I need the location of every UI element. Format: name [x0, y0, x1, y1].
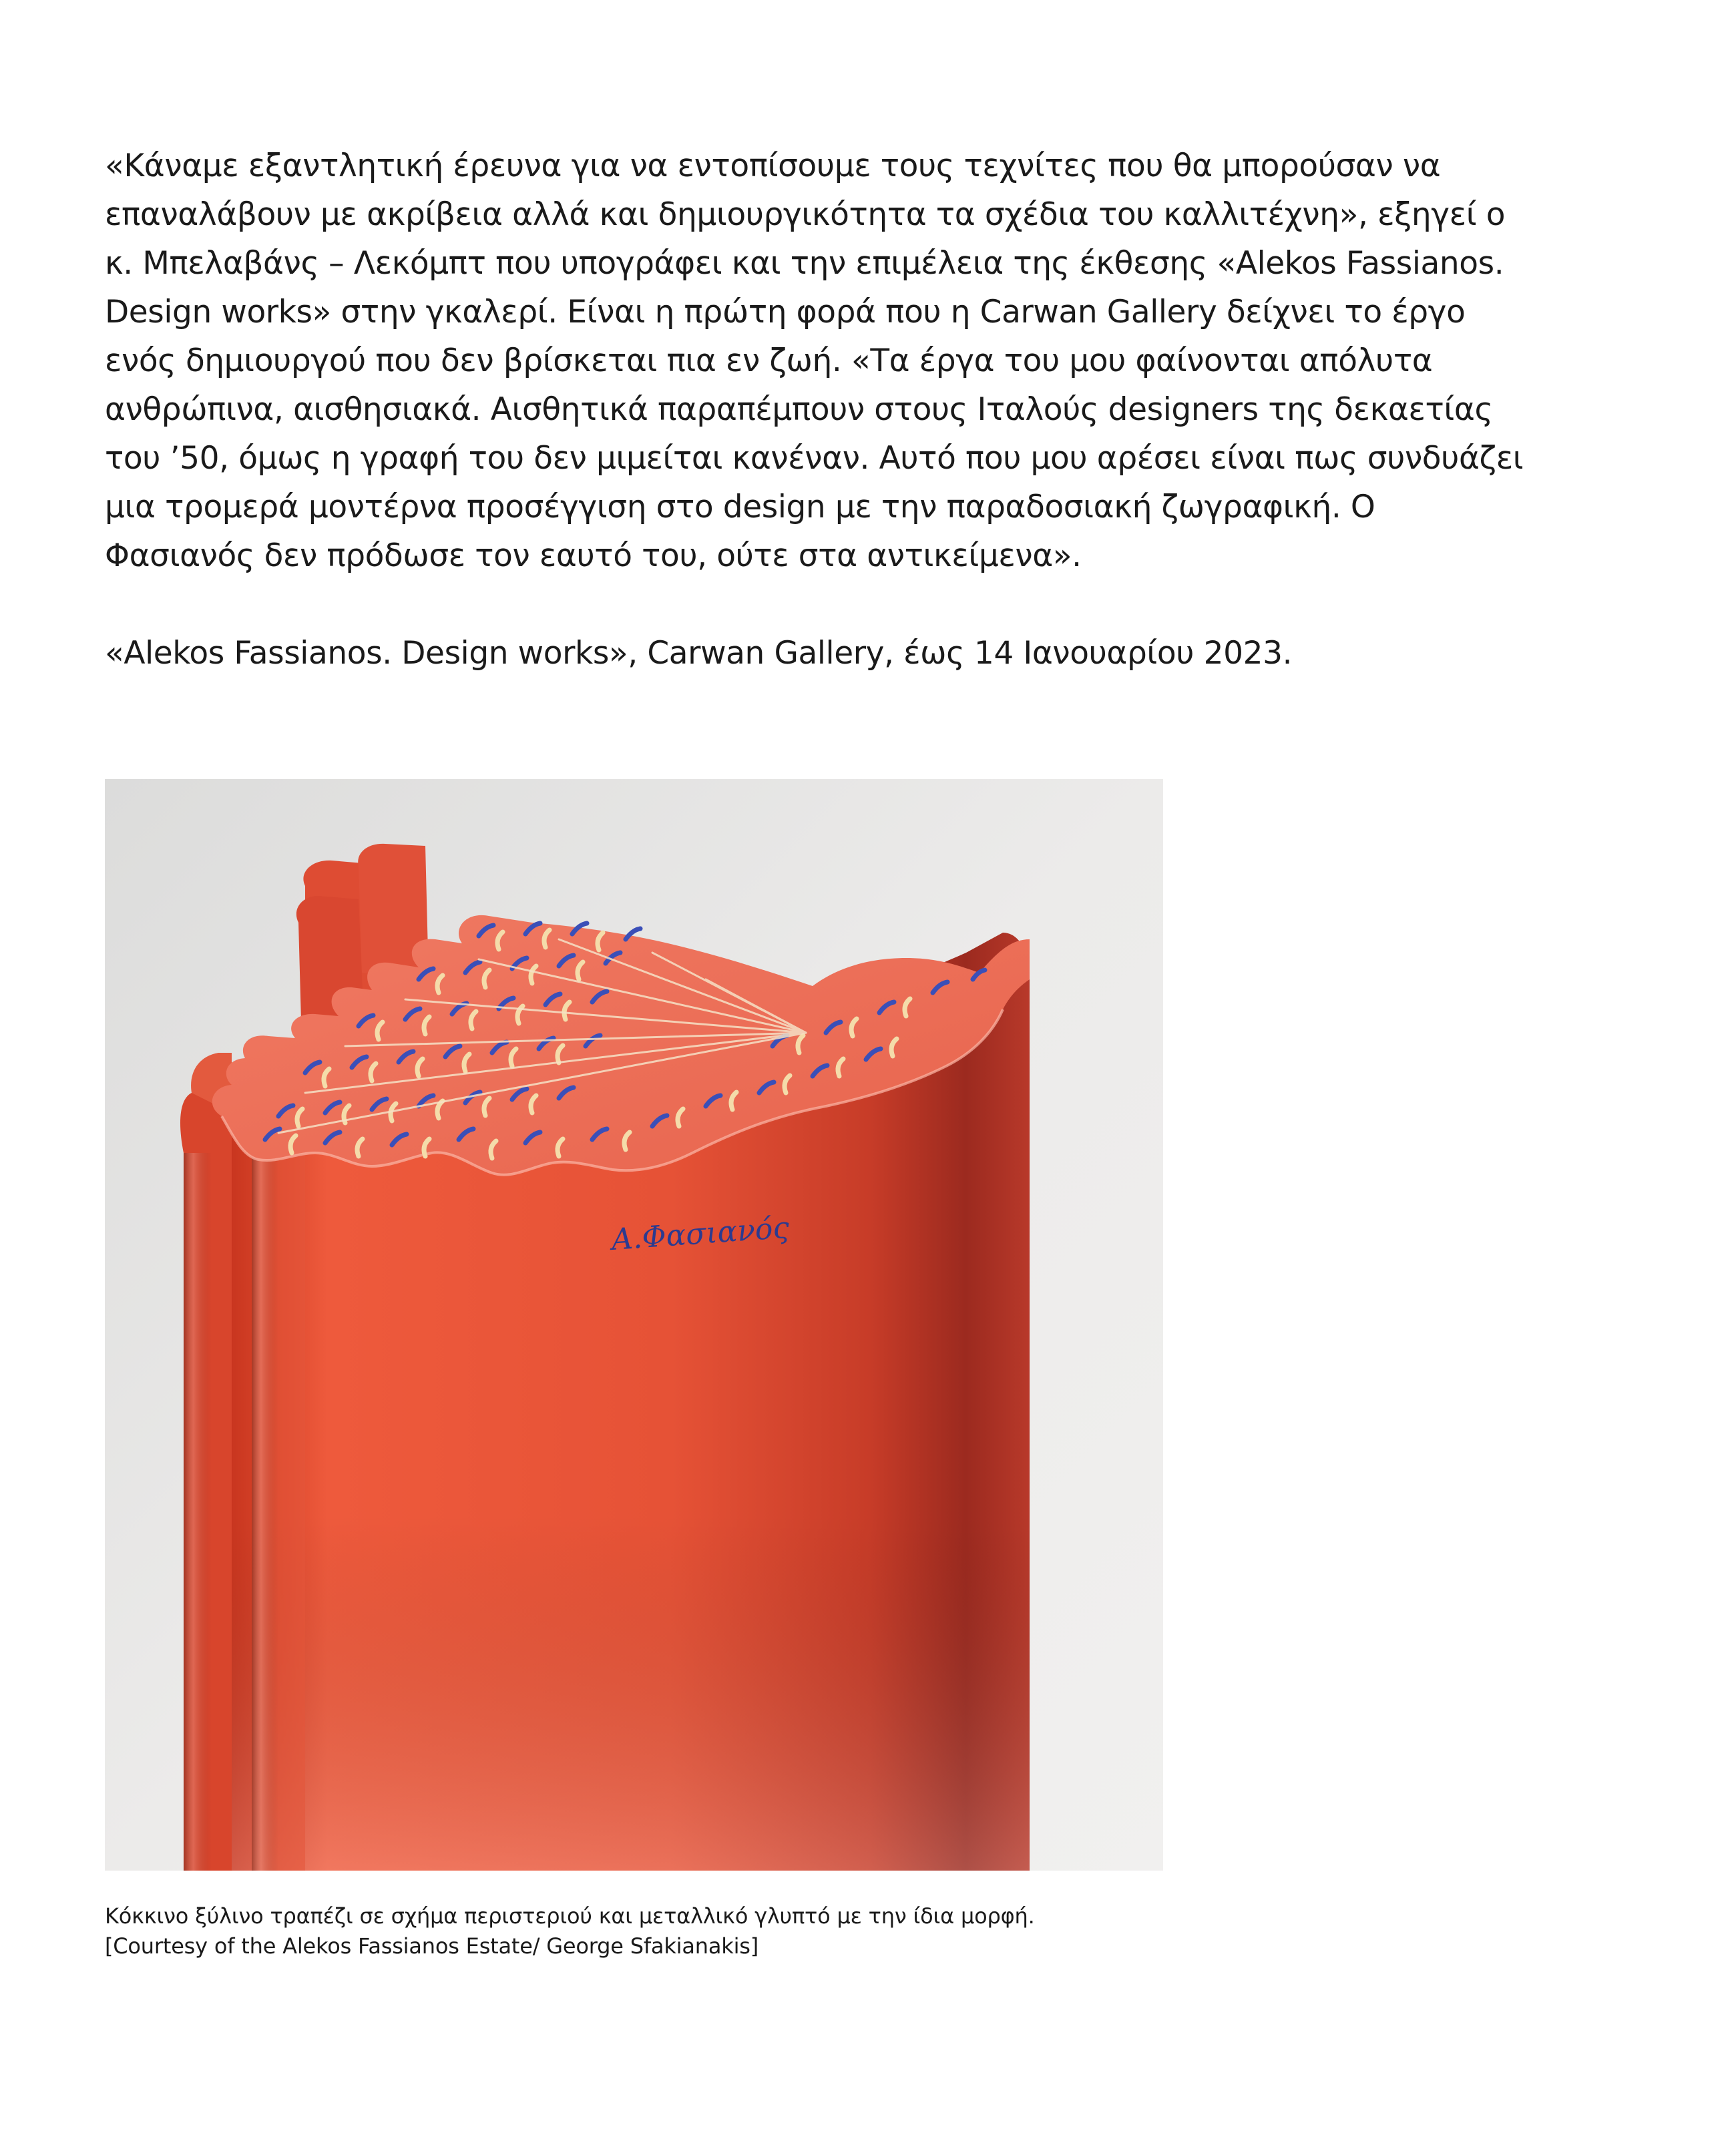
artist-signature: Α.Φασιανός	[610, 1210, 791, 1257]
quote-line: του ’50, όμως η γραφή του δεν μιμείται κανέναν. Αυτό που μου αρέσει είναι πως συνδυάζει	[105, 440, 1524, 477]
quote-line: μια τρομερά μοντέρνα προσέγγιση στο design με την παραδοσιακή ζωγραφική. Ο	[105, 489, 1375, 525]
table-photo	[105, 779, 1163, 1871]
quote-paragraph	[105, 142, 1634, 580]
quote-line: κ. Μπελαβάνς – Λεκόμπτ που υπογράφει και την επιμέλεια της έκθεσης «Alekos Fassianos.	[105, 245, 1504, 282]
dove-table-illustration	[105, 779, 1163, 1871]
exhibition-info	[105, 629, 1292, 678]
quote-line: «Κάναμε εξαντλητική έρευνα για να εντοπίσουμε τους τεχνίτες που θα μπορούσαν να	[105, 148, 1441, 184]
quote-line: ανθρώπινα, αισθησιακά. Αισθητικά παραπέμπουν στους Ιταλούς designers της δεκαετίας	[105, 391, 1493, 428]
quote-line: Design works» στην γκαλερί. Είναι η πρώτη φορά που η Carwan Gallery δείχνει το έργο	[105, 294, 1466, 330]
quote-line: ενός δημιουργού που δεν βρίσκεται πια εν ζωή. «Τα έργα του μου φαίνονται απόλυτα	[105, 342, 1433, 379]
article-body	[105, 142, 1634, 672]
exhibition-info-text: «Alekos Fassianos. Design works», Carwan Gallery, έως 14 Ιανουαρίου 2023.	[105, 635, 1293, 672]
caption-description: Κόκκινο ξύλινο τραπέζι σε σχήμα περιστεριού και μεταλλικό γλυπτό με την ίδια μορφή.	[105, 1903, 1035, 1929]
caption-credit: [Courtesy of the Alekos Fassianos Estate/ George Sfakianakis]	[105, 1933, 759, 1959]
figure-caption	[105, 1901, 1240, 1961]
quote-line: Φασιανός δεν πρόδωσε τον εαυτό του, ούτε στα αντικείμενα».	[105, 537, 1082, 574]
quote-line: επαναλάβουν με ακρίβεια αλλά και δημιουργικότητα τα σχέδια του καλλιτέχνη», εξηγεί ο	[105, 196, 1506, 233]
